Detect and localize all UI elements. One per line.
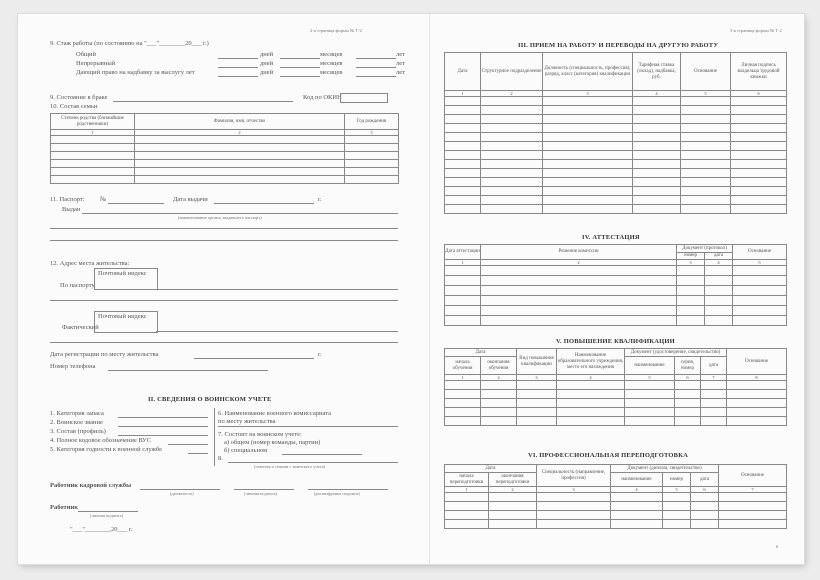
military-registered: 7. Состоит на воинском учете: bbox=[218, 431, 302, 438]
address-label: 12. Адрес места жительства: bbox=[50, 260, 130, 267]
attestation-sub-date: дата bbox=[705, 253, 733, 260]
family-header-relation: Степень родства (ближайшие родственники) bbox=[51, 114, 135, 130]
qualification-header-kind: Вид повышения квалификации bbox=[517, 349, 557, 375]
unit-days: дней bbox=[260, 69, 274, 76]
hiring-header-position: Должность (специальность, профессия), разряд, класс (категория) квалификации bbox=[543, 53, 633, 91]
qualification-col-number: 1 bbox=[445, 375, 481, 381]
military-special: б) специальном bbox=[224, 447, 268, 454]
attestation-col-number: 3 bbox=[677, 260, 705, 266]
address-by-passport: По паспорту bbox=[60, 282, 95, 289]
attestation-col-number: 1 bbox=[445, 260, 481, 266]
attestation-section-title: IV. АТТЕСТАЦИЯ bbox=[582, 234, 640, 241]
hiring-header-date: Дата bbox=[445, 53, 481, 91]
corner-note-left: 2-я страница формы № Т-2 bbox=[310, 28, 362, 33]
attestation-header-decision: Решение комиссии bbox=[481, 245, 677, 260]
family-header-year: Год рождения bbox=[345, 114, 399, 130]
hiring-header-signature: Личная подпись владельца трудовой книжки bbox=[731, 53, 787, 91]
unit-months: месяцев bbox=[320, 60, 343, 67]
signature-date: "___"________20___ г. bbox=[70, 526, 133, 533]
postal-label: Почтовый индекс bbox=[98, 270, 147, 277]
unit-years: лет bbox=[396, 69, 405, 76]
left-page bbox=[18, 14, 429, 564]
employee-label: Работник bbox=[50, 504, 78, 511]
attestation-header-document: Документ (протокол) bbox=[677, 245, 733, 253]
qualification-sub-end: окончания обучения bbox=[481, 357, 517, 375]
retraining-table bbox=[444, 464, 787, 529]
retraining-sub-name: наименование bbox=[611, 473, 663, 487]
family-col-number: 2 bbox=[135, 130, 345, 136]
military-commissariat: 6. Наименование военного комиссариата по месту жительства bbox=[218, 410, 331, 425]
retraining-header-basis: Основание bbox=[719, 465, 787, 487]
hiring-header-basis: Основание bbox=[681, 53, 731, 91]
military-item-8: 8. bbox=[218, 455, 223, 462]
family-header-name: Фамилия, имя, отчество bbox=[135, 114, 345, 130]
attestation-header-date: Дата аттестации bbox=[445, 245, 481, 260]
military-fitness: 5. Категория годности к военной службе bbox=[50, 446, 163, 453]
passport-label: 11. Паспорт: bbox=[50, 196, 85, 203]
employee-caption: (личная подпись) bbox=[90, 513, 124, 518]
retraining-section-title: VI. ПРОФЕССИОНАЛЬНАЯ ПЕРЕПОДГОТОВКА bbox=[528, 452, 689, 459]
okin-box bbox=[340, 93, 388, 103]
qualification-sub-name: наименование bbox=[625, 357, 675, 375]
hiring-table bbox=[444, 52, 787, 214]
passport-year: г. bbox=[318, 196, 322, 203]
attestation-table bbox=[444, 244, 787, 326]
experience-label: 9. Стаж работы (по состоянию на "___"________20___ г.) bbox=[50, 40, 209, 47]
retraining-col-number: 1 bbox=[445, 487, 489, 493]
retraining-col-number: 4 bbox=[611, 487, 663, 493]
qualification-col-number: 8 bbox=[727, 375, 787, 381]
retraining-col-number: 7 bbox=[719, 487, 787, 493]
postal-label: Почтовый индекс bbox=[98, 313, 147, 320]
unit-days: дней bbox=[260, 60, 274, 67]
hr-worker-label: Работник кадровой службы bbox=[50, 482, 132, 489]
unit-years: лет bbox=[396, 60, 405, 67]
experience-row-continuous: Непрерывный bbox=[76, 60, 116, 67]
passport-date-label: Дата выдачи bbox=[173, 196, 208, 203]
attestation-col-number: 2 bbox=[481, 260, 677, 266]
retraining-col-number: 5 bbox=[663, 487, 691, 493]
experience-row-total: Общий bbox=[76, 51, 96, 58]
military-deregistration-note: (отметка о снятии с воинского учета) bbox=[254, 464, 326, 469]
okin-label: Код по ОКИН bbox=[303, 94, 342, 101]
hr-caption-signature: (личная подпись) bbox=[244, 491, 278, 496]
hiring-header-unit: Структурное подразделение bbox=[481, 53, 543, 91]
family-col-number: 3 bbox=[345, 130, 399, 136]
qualification-col-number: 2 bbox=[481, 375, 517, 381]
qualification-header-basis: Основание bbox=[727, 349, 787, 375]
phone-label: Номер телефона bbox=[50, 363, 96, 370]
military-rank: 2. Воинское звание bbox=[50, 419, 103, 426]
attestation-col-number: 5 bbox=[733, 260, 787, 266]
qualification-section-title: V. ПОВЫШЕНИЕ КВАЛИФИКАЦИИ bbox=[556, 338, 675, 345]
passport-issued-by-caption: (наименование органа, выдавшего паспорт) bbox=[178, 215, 262, 220]
military-vus-code: 4. Полное кодовое обозначение ВУС bbox=[50, 437, 152, 444]
hiring-section-title: III. ПРИЕМ НА РАБОТУ И ПЕРЕВОДЫ НА ДРУГУЮ РАБОТУ bbox=[518, 42, 719, 49]
corner-note-right: 3-я страница формы № Т-2 bbox=[730, 28, 782, 33]
family-col-number: 1 bbox=[51, 130, 135, 136]
attestation-col-number: 4 bbox=[705, 260, 733, 266]
registration-date-label: Дата регистрации по месту жительства bbox=[50, 351, 159, 358]
unit-months: месяцев bbox=[320, 69, 343, 76]
address-actual: Фактический bbox=[62, 324, 99, 331]
qualification-sub-series: серия, номер bbox=[675, 357, 701, 375]
hiring-col-number: 1 bbox=[445, 91, 481, 97]
marriage-label: 9. Состояние в браке bbox=[50, 94, 108, 101]
retraining-sub-number: номер bbox=[663, 473, 691, 487]
experience-row-bonus: Дающий право на надбавку за выслугу лет bbox=[76, 69, 195, 76]
qualification-table bbox=[444, 348, 787, 426]
military-section-title: II. СВЕДЕНИЯ О ВОИНСКОМ УЧЕТЕ bbox=[148, 396, 272, 403]
qualification-col-number: 3 bbox=[517, 375, 557, 381]
hiring-col-number: 3 bbox=[543, 91, 633, 97]
unit-months: месяцев bbox=[320, 51, 343, 58]
qualification-col-number: 5 bbox=[625, 375, 675, 381]
military-general: а) общем (номер команды, партии) bbox=[224, 439, 321, 446]
hiring-col-number: 6 bbox=[731, 91, 787, 97]
qualification-header-document: Документ (удостоверение, свидетельство) bbox=[625, 349, 727, 357]
retraining-sub-date: дата bbox=[691, 473, 719, 487]
unit-years: лет bbox=[396, 51, 405, 58]
hr-caption-position: (должность) bbox=[170, 491, 194, 496]
retraining-col-number: 3 bbox=[537, 487, 611, 493]
qualification-sub-start: начала обучения bbox=[445, 357, 481, 375]
hiring-header-rate: Тарифная ставка (оклад), надбавка, руб. bbox=[633, 53, 681, 91]
page-number: 6 bbox=[776, 544, 779, 549]
qualification-header-institution: Наименование образовательного учреждения, место его нахождения bbox=[557, 349, 625, 375]
military-profile: 3. Состав (профиль) bbox=[50, 428, 106, 435]
retraining-header-document: Документ (диплом, свидетельство) bbox=[611, 465, 719, 473]
qualification-col-number: 6 bbox=[675, 375, 701, 381]
hiring-col-number: 4 bbox=[633, 91, 681, 97]
family-table bbox=[50, 113, 399, 184]
hiring-col-number: 5 bbox=[681, 91, 731, 97]
hiring-col-number: 2 bbox=[481, 91, 543, 97]
unit-days: дней bbox=[260, 51, 274, 58]
retraining-header-specialty: Специальность (направление, профессия) bbox=[537, 465, 611, 487]
retraining-col-number: 2 bbox=[489, 487, 537, 493]
qualification-col-number: 7 bbox=[701, 375, 727, 381]
family-label: 10. Состав семьи bbox=[50, 103, 98, 110]
qualification-col-number: 4 bbox=[557, 375, 625, 381]
qualification-header-date: Дата bbox=[445, 349, 517, 357]
attestation-header-basis: Основание bbox=[733, 245, 787, 260]
retraining-sub-start: начала переподготовки bbox=[445, 473, 489, 487]
registration-year: г. bbox=[318, 351, 322, 358]
attestation-sub-number: номер bbox=[677, 253, 705, 260]
form-sheet bbox=[18, 14, 804, 564]
hr-caption-decoding: (расшифровка подписи) bbox=[314, 491, 360, 496]
passport-number-label: № bbox=[100, 196, 107, 203]
passport-issued-by-label: Выдан bbox=[62, 206, 81, 213]
retraining-sub-end: окончания переподготовки bbox=[489, 473, 537, 487]
qualification-sub-date: дата bbox=[701, 357, 727, 375]
retraining-header-date: Дата bbox=[445, 465, 537, 473]
retraining-col-number: 6 bbox=[691, 487, 719, 493]
military-reserve-category: 1. Категория запаса bbox=[50, 410, 104, 417]
